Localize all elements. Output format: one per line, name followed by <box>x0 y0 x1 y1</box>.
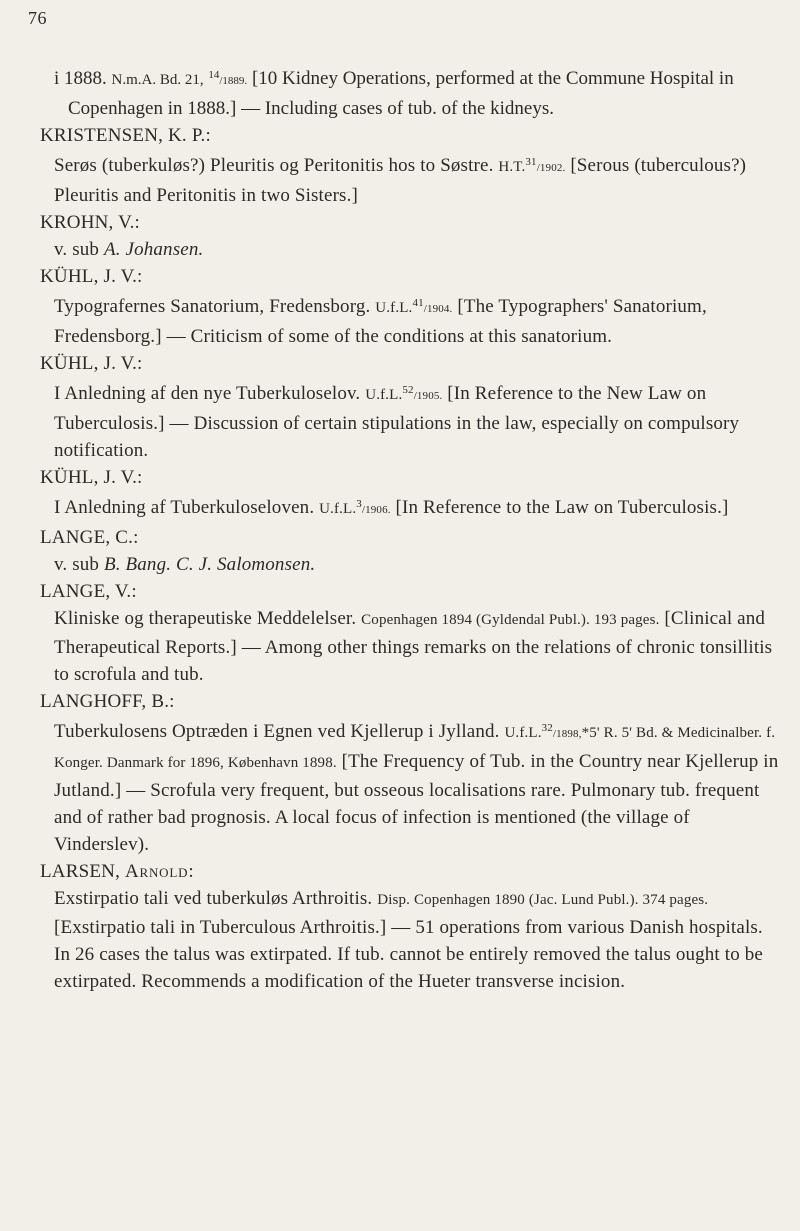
entry-text: v. sub <box>54 239 104 260</box>
entry-text: [In Reference to the New Law on Tuberculosis.] — Discussion of certain stipulations in the law, especially on compulsory notification. <box>54 383 740 461</box>
entries-container <box>40 122 780 995</box>
entry-text: Kliniske og therapeutiske Meddelelser. <box>54 608 362 629</box>
entry-body <box>54 885 780 995</box>
entry-body <box>54 236 780 263</box>
entry-author: LANGHOFF, B.: <box>40 691 175 712</box>
continued-date-day: 14 <box>208 69 220 81</box>
entry-body <box>54 491 780 524</box>
bibliography-entry <box>40 858 780 995</box>
entry-date-day: 31 <box>525 156 537 168</box>
entry-text: Tuberkulosens Optræden i Egnen ved Kjellerup i Jylland. <box>54 721 505 742</box>
continued-lead: i 1888. <box>54 68 107 89</box>
bibliography-entry <box>40 688 780 858</box>
entry-text: I Anledning af den nye Tuberkuloselov. <box>54 383 366 404</box>
page-number: 76 <box>28 8 47 28</box>
entry-date-year: /1902. <box>536 162 566 174</box>
entry-body <box>54 605 780 688</box>
bibliography-list <box>40 62 780 995</box>
entry-author: KÜHL, J. V.: <box>40 266 143 287</box>
entry-date-year: /1906. <box>361 504 391 516</box>
entry-citation: U.f.L. <box>375 300 413 316</box>
entry-date-day: 52 <box>402 384 414 396</box>
entry-date-day: 41 <box>412 297 424 309</box>
entry-body <box>54 551 780 578</box>
entry-citation: Disp. Copenhagen 1890 (Jac. Lund Publ.). 374 pages. <box>377 892 709 908</box>
entry-text: [Clinical and Therapeutical Reports.] — Among other things remarks on the relations of chronic tonsillitis to scrofula and tub. <box>54 608 773 685</box>
entry-citation: *5' R. 5' Bd. & Medicinalber. f. Konger. Danmark for 1896, København 1898. <box>54 725 776 771</box>
entry-body <box>54 149 780 209</box>
entry-date-year: /1905. <box>413 390 443 402</box>
entry-author: LANGE, V.: <box>40 581 137 602</box>
entry-text: Serøs (tuberkuløs?) Pleuritis og Peritonitis hos to Søstre. <box>54 155 499 176</box>
entry-text: Exstirpatio tali ved tuberkuløs Arthroitis. <box>54 888 378 909</box>
entry-author: KROHN, V.: <box>40 212 141 233</box>
continued-text: [10 Kidney Operations, performed at the Commune Hospital in Copenhagen in 1888.] — Including cases of tub. of the kidneys. <box>68 68 734 119</box>
bibliography-entry <box>40 350 780 464</box>
entry-text: Typografernes Sanatorium, Fredensborg. <box>54 296 376 317</box>
entry-text: I Anledning af Tuberkuloseloven. <box>54 497 320 518</box>
continued-date-year: /1889. <box>219 75 248 87</box>
entry-text: [The Typographers' Sanatorium, Fredensborg.] — Criticism of some of the conditions at this sanatorium. <box>54 296 707 347</box>
entry-text: [Serous (tuberculous?) Pleuritis and Peritonitis in two Sisters.] <box>54 155 747 206</box>
entry-citation: U.f.L. <box>504 725 542 741</box>
entry-text: [Exstirpatio tali in Tuberculous Arthroitis.] — 51 operations from various Danish hospitals. In 26 cases the talus was extirpated. If tub. cannot be entirely removed the talus ought to be extirpated. Recommends a modification of the Hueter transverse incision. <box>54 917 763 992</box>
entry-date-year: /1898, <box>552 728 582 740</box>
entry-author: KÜHL, J. V.: <box>40 353 143 374</box>
entry-author: KRISTENSEN, K. P.: <box>40 125 211 146</box>
bibliography-entry <box>40 209 780 263</box>
entry-body <box>54 290 780 350</box>
entry-citation: U.f.L. <box>365 387 403 403</box>
entry-author: KÜHL, J. V.: <box>40 467 143 488</box>
entry-body <box>54 715 780 858</box>
entry-author-surname: LARSEN, <box>40 861 125 882</box>
entry-date-day: 3 <box>356 498 362 510</box>
entry-date-year: /1904. <box>423 303 453 315</box>
entry-text: [In Reference to the Law on Tuberculosis.] <box>390 497 729 518</box>
bibliography-entry <box>40 464 780 524</box>
entry-text: v. sub <box>54 554 104 575</box>
entry-citation: H.T. <box>498 159 526 175</box>
entry-cross-reference: A. Johansen. <box>103 239 204 260</box>
entry-author: LANGE, C.: <box>40 527 139 548</box>
entry-text: [The Frequency of Tub. in the Country near Kjellerup in Jutland.] — Scrofula very frequent, but osseous localisations rare. Pulmonary tub. frequent and of rather bad prognosis. A local focus of infection is mentioned (the village of Vinderslev). <box>54 751 779 855</box>
entry-author-colon: : <box>188 861 194 882</box>
entry-cross-reference: B. Bang. C. J. Salomonsen. <box>103 554 316 575</box>
entry-date-day: 32 <box>541 722 553 734</box>
bibliography-entry <box>40 524 780 578</box>
continued-reference: N.m.A. Bd. 21, <box>111 72 204 88</box>
bibliography-entry <box>40 263 780 350</box>
entry-author <box>40 858 780 885</box>
bibliography-entry <box>40 578 780 688</box>
entry-citation: Copenhagen 1894 (Gyldendal Publ.). 193 pages. <box>361 612 660 628</box>
continued-entry <box>54 62 780 122</box>
entry-body <box>54 377 780 464</box>
entry-author-given-name: Arnold <box>125 861 189 882</box>
entry-citation: U.f.L. <box>319 501 357 517</box>
bibliography-entry <box>40 122 780 209</box>
